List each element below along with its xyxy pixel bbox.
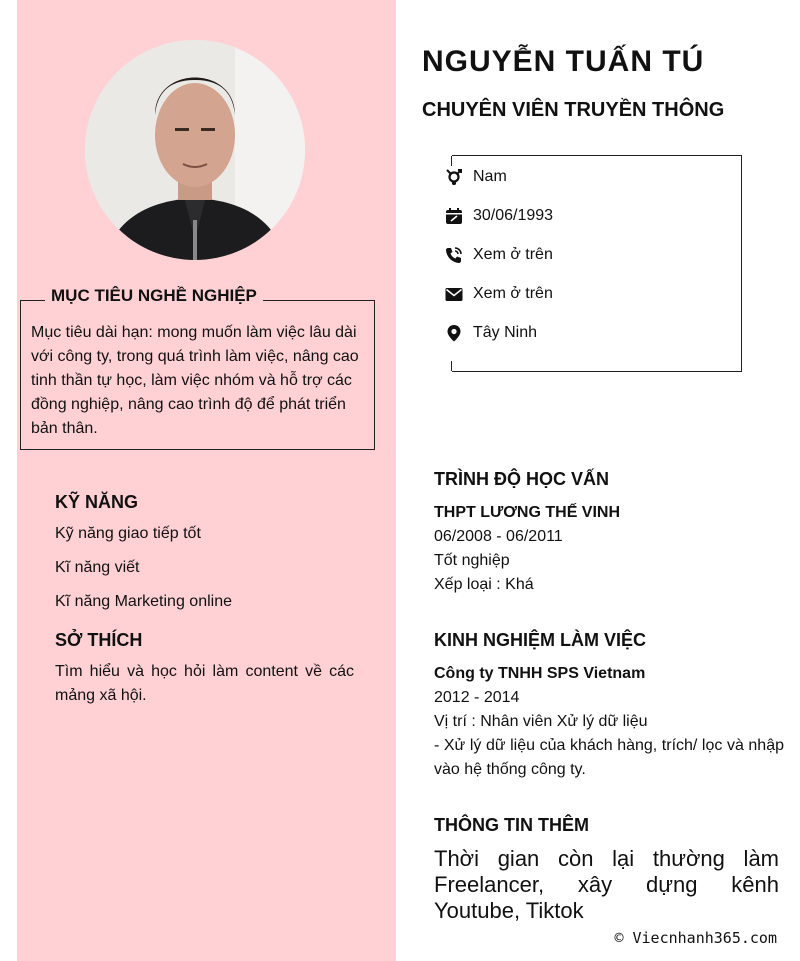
contact-address-text: Tây Ninh xyxy=(473,324,538,341)
education-school: THPT LƯƠNG THẾ VINH xyxy=(434,504,621,521)
avatar-photo xyxy=(85,40,305,260)
contact-gender-text: Nam xyxy=(473,168,507,185)
map-pin-icon xyxy=(445,324,463,342)
contact-gender xyxy=(445,165,507,189)
contact-email xyxy=(445,282,553,306)
education-status: Tốt nghiệp xyxy=(434,552,510,569)
objective-title: MỤC TIÊU NGHỀ NGHIỆP xyxy=(45,284,263,308)
skill-item: Kỹ năng giao tiếp tốt xyxy=(55,525,201,542)
additional-info-text: Thời gian còn lại thường làm Freelancer, xây dựng kênh Youtube, Tiktok xyxy=(434,846,779,923)
phone-icon xyxy=(445,246,463,264)
experience-company: Công ty TNHH SPS Vietnam xyxy=(434,665,646,682)
contact-email-text: Xem ở trên xyxy=(473,285,553,302)
calendar-icon xyxy=(445,207,463,225)
avatar xyxy=(85,40,305,260)
objective-text: Mục tiêu dài hạn: mong muốn làm việc lâu dài với công ty, trong quá trình làm việc, nâng cao tinh thần tự học, làm việc nhóm và hỗ trợ các đồng nghiệp, nâng cao trình độ để phát triển bản thân. xyxy=(31,324,359,437)
additional-info-title: THÔNG TIN THÊM xyxy=(434,815,589,835)
education-period: 06/2008 - 06/2011 xyxy=(434,528,563,545)
experience-position: Vị trí : Nhân viên Xử lý dữ liệu xyxy=(434,713,648,730)
hobbies-title: SỞ THÍCH xyxy=(55,630,143,650)
watermark: © Viecnhanh365.com xyxy=(614,929,777,947)
skill-item: Kĩ năng Marketing online xyxy=(55,593,232,610)
contact-birthday xyxy=(445,204,553,228)
education-title: TRÌNH ĐỘ HỌC VẤN xyxy=(434,469,609,489)
education-grade: Xếp loại : Khá xyxy=(434,576,534,593)
contact-birthday-text: 30/06/1993 xyxy=(473,207,554,224)
job-title: CHUYÊN VIÊN TRUYỀN THÔNG xyxy=(422,99,725,121)
gender-icon xyxy=(445,168,463,186)
experience-description: - Xử lý dữ liệu của khách hàng, trích/ lọc và nhập vào hệ thống công ty. xyxy=(434,737,784,778)
candidate-name: NGUYỄN TUẤN TÚ xyxy=(422,45,705,78)
contact-phone xyxy=(445,243,553,267)
contact-phone-text: Xem ở trên xyxy=(473,246,553,263)
experience-title: KINH NGHIỆM LÀM VIỆC xyxy=(434,630,647,650)
skill-item: Kĩ năng viết xyxy=(55,559,140,576)
experience-period: 2012 - 2014 xyxy=(434,689,520,706)
envelope-icon xyxy=(445,285,463,303)
hobbies-text: Tìm hiểu và học hỏi làm content về các mảng xã hội. xyxy=(55,663,354,704)
skills-title: KỸ NĂNG xyxy=(55,492,139,512)
contact-address xyxy=(445,321,537,345)
